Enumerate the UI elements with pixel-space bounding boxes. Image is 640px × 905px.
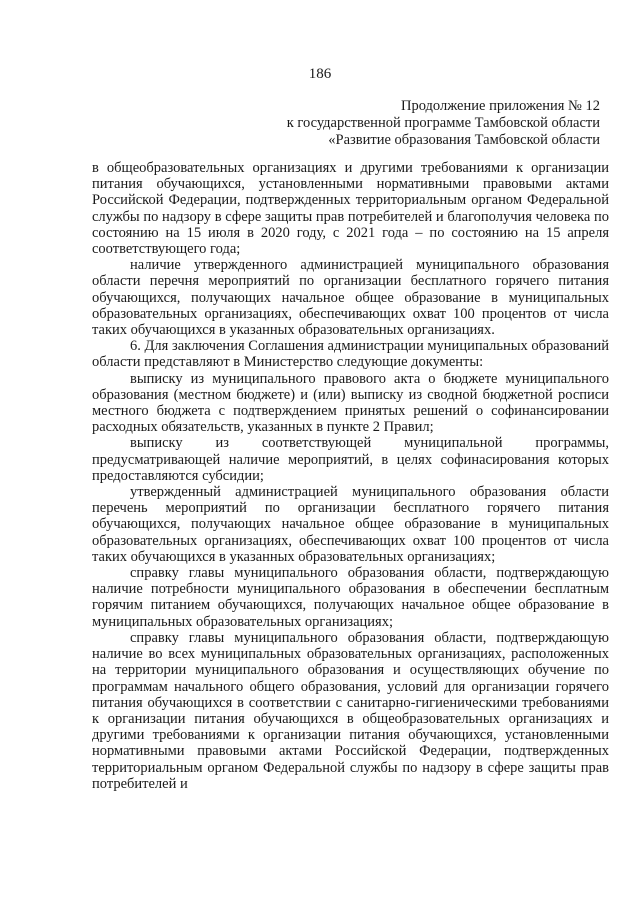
appendix-header: [287, 98, 600, 149]
header-line-3: «Развитие образования Тамбовской области: [328, 132, 600, 148]
paragraph: в общеобразовательных организациях и другими требованиями к организации питания обучающихся, установленными нормативными правовыми актами Российской Федерации, подтвержденных территориальным органом Федеральной службы по надзору в сфере защиты прав потребителей и благополучия человека по состоянию на 15 июля в 2020 году, с 2021 года – по состоянию на 15 апреля соответствующего года;: [92, 160, 609, 258]
document-body: [92, 160, 609, 792]
header-line-2: к государственной программе Тамбовской области: [286, 115, 600, 131]
paragraph: 6. Для заключения Соглашения администрации муниципальных образований области представляют в Министерство следующие документы:: [92, 338, 609, 371]
paragraph: наличие утвержденного администрацией муниципального образования области перечня мероприятий по организации бесплатного горячего питания обучающихся, получающих начальное общее образование в муниципальных образовательных организациях, обеспечивающих охват 100 процентов от числа таких обучающихся в указанных образовательных организациях.: [92, 257, 609, 339]
paragraph: справку главы муниципального образования области, подтверждающую наличие потребности муниципального образования в обеспечении бесплатным горячим питанием обучающихся, получающих начальное общее образование в муниципальных образовательных организациях;: [92, 565, 609, 630]
paragraph: справку главы муниципального образования области, подтверждающую наличие во всех муниципальных образовательных организациях, расположенных на территории муниципального образования и осуществляющих обучение по программам начального общего образования, условий для организации горячего питания обучающихся в соответствии с санитарно-гигиеническими требованиями к организации питания обучающихся в общеобразовательных организациях и другими требованиями к организации питания обучающихся, установленными нормативными правовыми актами Российской Федерации, подтвержденных территориальным органом Федеральной службы по надзору в сфере защиты прав потребителей и: [92, 629, 609, 792]
header-line-1: Продолжение приложения № 12: [401, 98, 600, 114]
paragraph: выписку из соответствующей муниципальной программы, предусматривающей наличие мероприятий, в целях софинасирования которых предоставляются субсидии;: [92, 435, 609, 484]
page-number: 186: [308, 66, 332, 82]
paragraph: выписку из муниципального правового акта о бюджете муниципального образования (местном бюджете) и (или) выписку из сводной бюджетной росписи местного бюджета с подтверждением принятых решений о софинансировании расходных обязательств, указанных в пункте 2 Правил;: [92, 370, 609, 436]
paragraph: утвержденный администрацией муниципального образования области перечень мероприятий по организации бесплатного горячего питания обучающихся, получающих начальное общее образование в муниципальных образовательных организациях, обеспечивающих охват 100 процентов от числа таких обучающихся в указанных образовательных организациях;: [92, 484, 609, 565]
